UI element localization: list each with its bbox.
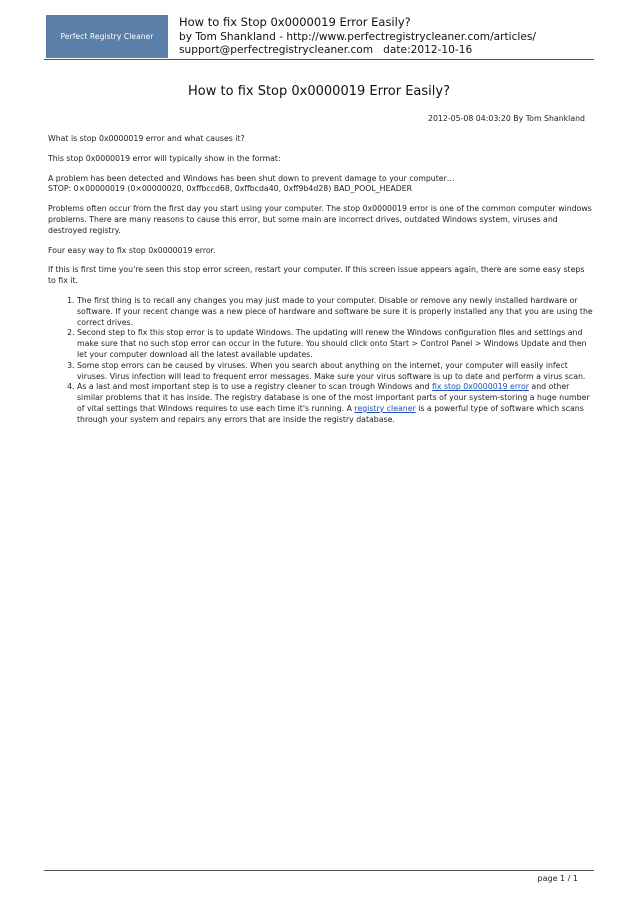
header-contact: support@perfectregistrycleaner.com date:2012-10-16: [179, 44, 473, 56]
footer-divider: [44, 870, 594, 871]
header-divider: [44, 59, 594, 60]
site-logo: Perfect Registry Cleaner: [46, 15, 168, 58]
article-meta: 2012-05-08 04:03:20 By Tom Shankland: [428, 114, 585, 123]
paragraph: Four easy way to fix stop 0x0000019 error.: [48, 245, 216, 255]
article-title: How to fix Stop 0x0000019 Error Easily?: [188, 84, 450, 99]
paragraph: What is stop 0x0000019 error and what causes it?: [48, 134, 245, 143]
header-title: How to fix Stop 0x0000019 Error Easily?: [179, 15, 411, 29]
step4-text-c: is a powerful type of software which scans through your system and repairs any errors that are inside the registry database.: [77, 403, 584, 424]
fix-stop-error-link[interactable]: fix stop 0x0000019 error: [431, 382, 529, 392]
article-body: [48, 134, 593, 426]
paragraph: This stop 0x0000019 error will typically show in the format:: [48, 153, 281, 163]
page-number: page 1 / 1: [537, 874, 578, 883]
error-message-line: A problem has been detected and Windows has been shut down to prevent damage to your computer…: [48, 173, 455, 183]
step4-text-b: and other similar problems that it has inside. The registry database is one of the most important parts of your system-storing a huge number of vital settings that Windows requires to use each time it's running. A: [77, 382, 590, 413]
step4-text-a: As a last and most important step is to use a registry cleaner to scan trough Windows and: [77, 382, 432, 392]
list-item: 2. Second step to fix this stop error is to update Windows. The updating will renew the Windows configuration files and settings and make sure that no such stop error can occur in the future. You should click onto Start > Control Panel > Windows Update and then let your computer download all the latest available updates.: [77, 328, 593, 360]
list-item: 1. The first thing is to recall any changes you may just made to your computer. Disable or remove any newly installed hardware or software. If your recent change was a new piece of hardware and software be sure it is properly installed any that you are using the correct drives.: [77, 296, 593, 328]
error-message-block: [48, 174, 593, 196]
header-byline: by Tom Shankland - http://www.perfectregistrycleaner.com/articles/: [179, 31, 536, 43]
steps-list: [48, 296, 593, 426]
registry-cleaner-link[interactable]: registry cleaner: [354, 403, 416, 413]
list-item: 3. Some stop errors can be caused by viruses. When you search about anything on the internet, your computer will easily infect viruses. Virus infection will lead to frequent error messages. Make sure your virus software is up to date and perform a virus scan.: [77, 361, 593, 383]
paragraph: Problems often occur from the first day you start using your computer. The stop 0x0000019 error is one of the common computer windows problems. There are many reasons to cause this error, but some main are incorrect drives, outdated Windows system, viruses and destroyed registry.: [48, 204, 592, 235]
paragraph: If this is first time you're seen this stop error screen, restart your computer. If this screen issue appears again, there are some easy steps to fix it.: [48, 265, 585, 286]
list-item: [77, 382, 593, 425]
error-stop-code: STOP: 0×00000019 (0×00000020, 0xffbccd68, 0xffbcda40, 0xff9b4d28) BAD_POOL_HEADER: [48, 184, 413, 194]
